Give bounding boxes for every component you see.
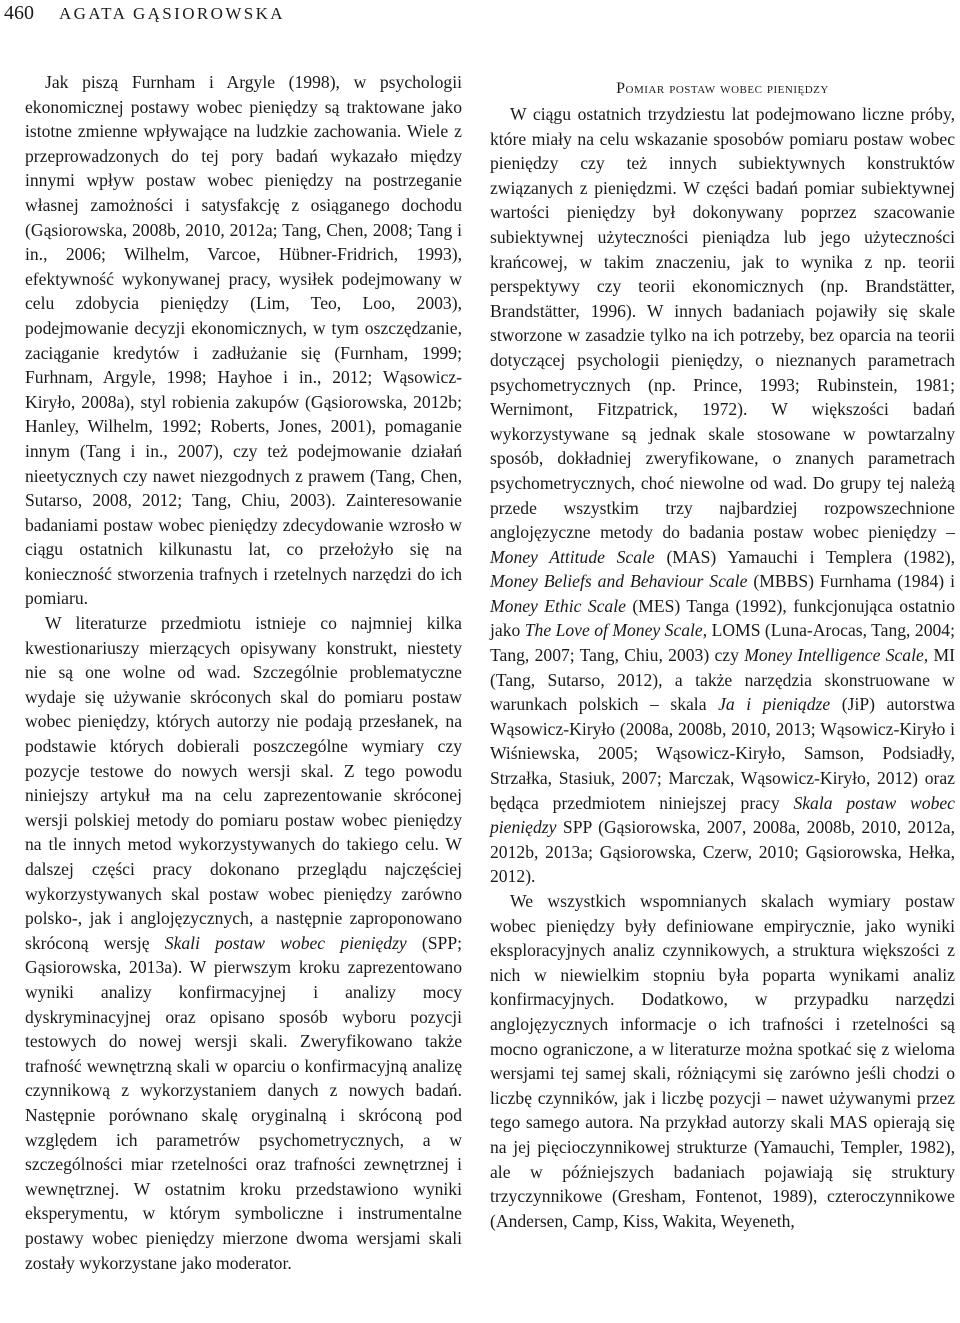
text-run: (MAS) Yamauchi i Templera (1982), xyxy=(654,546,955,567)
running-header xyxy=(4,0,285,26)
running-head-author: AGATA GĄSIOROWSKA xyxy=(59,4,285,23)
italic-title-text: The Love of Money Scale, xyxy=(524,620,708,641)
italic-title-text: Money Ethic Scale xyxy=(490,595,626,616)
paragraph xyxy=(490,102,955,889)
section-title: Pomiar postaw wobec pieniędzy xyxy=(616,80,829,97)
text-run: W literaturze przedmiotu istnieje co najmniej kilka kwestionariuszy mierzących opisywany konstrukt, niestety nie są one wolne od wad. Szczególnie problematyczne wydaje się używanie skróconych skal do pomiaru postaw wobec pieniędzy, których autorzy nie podają przesłanek, na podstawie których dobierali poszczególne wymiary czy pozycje testowe do nowych wersji skal. Z tego powodu niniejszy artykuł ma na celu zaprezentowanie skróconej wersji polskiej metody do pomiaru postaw wobec pieniędzy na tle innych metod wykorzystywanych do takiego celu. W dalszej części pracy dokonano przeglądu najczęściej wykorzystywanych skal postaw wobec pieniędzy zarówno polsko-, jak i anglojęzycznych, a następnie zaproponowano skróconą wersję xyxy=(25,613,462,953)
text-run: MI (Tang, Sutarso, 2012), a także narzędzia skonstruowane w warunkach polskich – skala xyxy=(490,645,955,715)
page-number: 460 xyxy=(4,2,34,24)
italic-title-text: Money Attitude Scale xyxy=(490,546,655,567)
text-run: (MES) Tanga (1992), funkcjonująca ostatnio jako xyxy=(490,595,955,641)
text-run: (SPP; Gąsiorowska, 2013a). W pierwszym kroku zaprezentowano wyniki analizy konfirmacyjnej i analizy mocy dyskryminacyjnej oraz opisano sposób wyboru pozycji testowych do nowej wersji skali. Zweryfikowano także trafność wewnętrzną skali w oparciu o konfirmacyjną analizę czynnikową z wykorzystaniem danych z nowych badań. Następnie porównano skalę oryginalną i skróconą pod względem ich parametrów psychometrycznych, a w szczególności miar rzetelności oraz trafności zewnętrznej i wewnętrznej. W ostatnim kroku przedstawiono wyniki eksperymentu, w którym symboliczne i instrumentalne postawy wobec pieniędzy mierzone dwoma wersjami skali zostały wykorzystane jako moderator. xyxy=(25,932,463,1273)
italic-title-text: Skala postaw wobec pieniędzy xyxy=(490,792,955,838)
paragraph xyxy=(25,611,462,1275)
text-run: (MBBS) Furnhama (1984) i xyxy=(747,571,955,592)
left-column xyxy=(25,70,462,1275)
text-run: SPP (Gąsiorowska, 2007, 2008a, 2008b, 2010, 2012a, 2012b, 2013a; Gąsiorowska, Czerw, 2010; Gąsiorowska, Hełka, 2012). xyxy=(490,817,955,887)
paragraph xyxy=(490,889,955,1233)
right-column xyxy=(490,70,955,1233)
text-run: We wszystkich wspomnianych skalach wymiary postaw wobec pieniędzy były definiowane empirycznie, jako wyniki eksploracyjnych analiz czynnikowych, a struktura większości z nich w niewielkim stopniu była poparta wynikami analiz konfirmacyjnych. Dodatkowo, w przypadku narzędzi anglojęzycznych informacje o ich trafności i rzetelności są mocno ograniczone, a w literaturze można spotkać się z wieloma wersjami tej samej skali, różniącymi się zarówno jeśli chodzi o liczbę czynników, jak i liczbę pozycji – nawet używanymi przez tego samego autora. Na przykład autorzy skali MAS opierają się na jej pięcioczynnikowej strukturze (Yamauchi, Templer, 1982), ale w późniejszych badaniach pojawiają się struktury trzyczynnikowe (Gresham, Fontenot, 1989), czteroczynnikowe (Andersen, Camp, Kiss, Wakita, Weyeneth, xyxy=(490,891,955,1231)
text-run: (JiP) autorstwa Wąsowicz-Kiryło (2008a, 2008b, 2010, 2013; Wąsowicz-Kiryło i Wiśniewska, 2005; Wąsowicz-Kiryło, Samson, Podsiadły, Strzałka, Stasiuk, 2007; Marczak, Wąsowicz-Kiryło, 2012) oraz będąca przedmiotem niniejszej pracy xyxy=(490,694,955,813)
italic-title-text: Money Beliefs and Behaviour Scale xyxy=(490,571,748,592)
italic-title-text: Skali postaw wobec pieniędzy xyxy=(164,932,407,953)
text-run: W ciągu ostatnich trzydziestu lat podejmowano liczne próby, które miały na celu wskazanie sposobów pomiaru postaw wobec pieniędzy czy też innych subiektywnych konstruktów związanych z pieniędzmi. W części badań pomiar subiektywnej wartości pieniędzy był dokonywany poprzez szacowanie subiektywnej użyteczności pieniądza lub jego użyteczności krańcowej, w takim znaczeniu, jak to wynika z np. teorii perspektywy czy teorii ekonomicznych (np. Brandstätter, Brandstätter, 1996). W innych badaniach pojawiły się skale stworzone w zasadzie tylko na ich potrzeby, bez oparcia na teorii dotyczącej psychologii pieniędzy, o nieznanych parametrach psychometrycznych (np. Prince, 1993; Rubinstein, 1981; Wernimont, Fitzpatrick, 1972). W większości badań wykorzystywane są jednak skale stosowane w powtarzalny sposób, dokładniej zweryfikowane, o znanych parametrach psychometrycznych, choć niewolne od wad. Do grupy tej należą przede wszystkim trzy najbardziej rozpowszechnione anglojęzyczne metody do badania postaw wobec pieniędzy – xyxy=(490,104,955,543)
text-run: LOMS (Luna-Arocas, Tang, 2004; Tang, 2007; Tang, Chiu, 2003) czy xyxy=(490,620,955,666)
italic-title-text: Money Intelligence Scale, xyxy=(744,645,929,666)
italic-title-text: Ja i pieniądze xyxy=(718,694,831,715)
paragraph xyxy=(25,70,462,611)
text-run: Jak piszą Furnham i Argyle (1998), w psychologii ekonomicznej postawy wobec pieniędzy są traktowane jako istotne zmienne wpływające na ludzkie zachowania. Wiele z przeprowadzonych do tej pory badań wykazało między innymi wpływ postaw wobec pieniędzy na postrzeganie własnej zamożności i satysfakcję z osiąganego dochodu (Gąsiorowska, 2008b, 2010, 2012a; Tang, Chen, 2008; Tang i in., 2006; Wilhelm, Varcoe, Hübner-Fridrich, 1993), efektywność wykonywanej pracy, wysiłek podejmowany w celu zdobycia pieniędzy (Lim, Teo, Loo, 2003), podejmowanie decyzji ekonomicznych, w tym oszczędzanie, zaciąganie kredytów i zadłużanie się (Furnham, 1999; Furhnam, Argyle, 1998; Hayhoe i in., 2012; Wąsowicz-Kiryło, 2008a), styl robienia zakupów (Gąsiorowska, 2012b; Hanley, Wilhelm, 1992; Roberts, Jones, 2001), pomaganie innym (Tang i in., 2007), czy też podejmowanie działań nieetycznych czy nawet niezgodnych z prawem (Tang, Chen, Sutarso, 2008, 2012; Tang, Chiu, 2003). Zainteresowanie badaniami postaw wobec pieniędzy zdecydowanie wzrosło w ciągu ostatnich kilkunastu lat, co przełożyło się na konieczność stworzenia trafnych i rzetelnych narzędzi do ich pomiaru. xyxy=(25,72,462,609)
